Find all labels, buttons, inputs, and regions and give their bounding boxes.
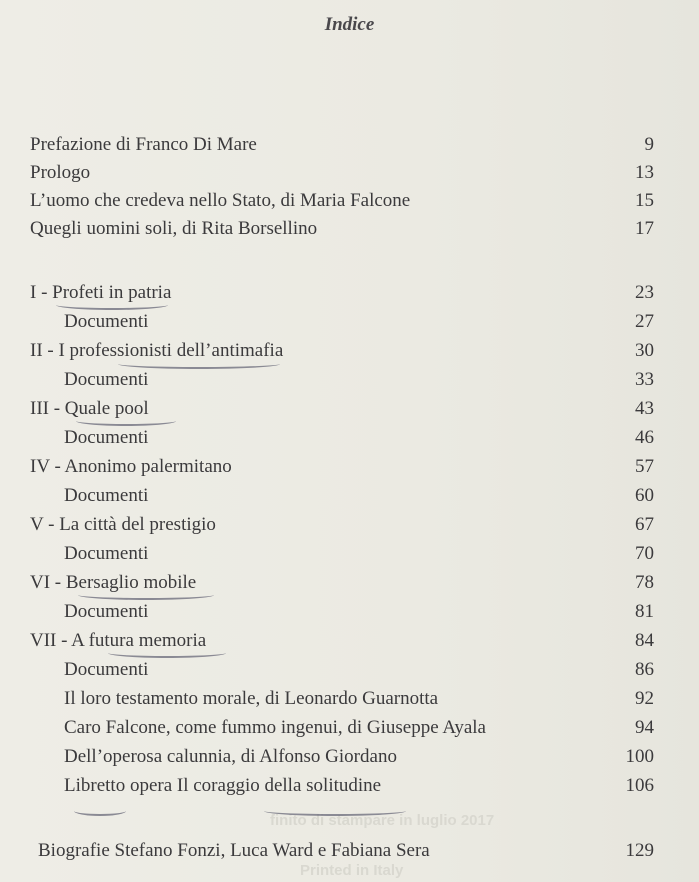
toc-entry-label: Documenti: [64, 659, 149, 680]
toc-entry-label: Documenti: [64, 427, 149, 448]
toc-closing-entry: [0, 838, 699, 864]
toc-entry-page: 27: [635, 311, 654, 332]
pencil-underline: [56, 300, 168, 310]
toc-entry-page: 60: [635, 485, 654, 506]
toc-subentry: [0, 657, 699, 683]
toc-entry-page: 84: [635, 630, 654, 651]
pencil-underline: [78, 590, 214, 600]
toc-entry: [0, 216, 699, 242]
toc-subentry: [0, 367, 699, 393]
toc-entry-page: 81: [635, 601, 654, 622]
pencil-underline: [118, 359, 280, 369]
toc-chapter: [0, 628, 699, 654]
toc-entry-label: Dell’operosa calunnia, di Alfonso Giordano: [64, 746, 397, 767]
toc-entry-label: II - I professionisti dell’antimafia: [30, 340, 284, 361]
toc-entry-page: 67: [635, 514, 654, 535]
pencil-underline: [264, 806, 406, 816]
toc-entry: [0, 132, 699, 158]
toc-chapter: [0, 338, 699, 364]
toc-entry-label: Documenti: [64, 543, 149, 564]
toc-entry-label: Documenti: [64, 485, 149, 506]
toc-entry-page: 46: [635, 427, 654, 448]
toc-subentry: [0, 309, 699, 335]
toc-subentry: [0, 715, 699, 741]
toc-entry-label: Documenti: [64, 311, 149, 332]
toc-entry: [0, 188, 699, 214]
toc-subentry: [0, 425, 699, 451]
toc-entry-label: V - La città del prestigio: [30, 514, 216, 535]
toc-entry-page: 30: [635, 340, 654, 361]
toc-entry-page: 17: [635, 218, 654, 239]
toc-entry-page: 129: [625, 840, 654, 861]
toc-subentry: [0, 599, 699, 625]
toc-entry-page: 33: [635, 369, 654, 390]
toc-entry-label: Prologo: [30, 162, 91, 183]
toc-entry-label: Quegli uomini soli, di Rita Borsellino: [30, 218, 318, 239]
toc-entry-page: 57: [635, 456, 654, 477]
toc-entry-label: I - Profeti in patria: [30, 282, 172, 303]
toc-entry-label: IV - Anonimo palermitano: [30, 456, 232, 477]
toc-entry-page: 92: [635, 688, 654, 709]
toc-chapter: [0, 454, 699, 480]
toc-entry-label: Caro Falcone, come fummo ingenui, di Giuseppe Ayala: [64, 717, 486, 738]
toc-subentry: [0, 541, 699, 567]
pencil-underline: [74, 806, 126, 816]
toc-entry-label: Il loro testamento morale, di Leonardo Guarnotta: [64, 688, 439, 709]
toc-entry-label: III - Quale pool: [30, 398, 149, 419]
bleed-through-line-1: finito di stampare in luglio 2017: [270, 812, 495, 829]
toc-chapter: [0, 512, 699, 538]
toc-subentry: [0, 773, 699, 799]
toc-entry-label: Biografie Stefano Fonzi, Luca Ward e Fabiana Sera: [38, 840, 430, 861]
toc-entry-label: L’uomo che credeva nello Stato, di Maria Falcone: [30, 190, 411, 211]
toc-subentry: [0, 686, 699, 712]
toc-entry-label: Documenti: [64, 369, 149, 390]
toc-entry-page: 86: [635, 659, 654, 680]
toc-entry-page: 78: [635, 572, 654, 593]
toc-entry-label: Libretto opera Il coraggio della solitudine: [64, 775, 382, 796]
toc-entry-page: 13: [635, 162, 654, 183]
pencil-underline: [108, 648, 226, 658]
toc-entry-page: 70: [635, 543, 654, 564]
toc-entry-page: 100: [625, 746, 654, 767]
toc-entry-page: 94: [635, 717, 654, 738]
toc-subentry: [0, 483, 699, 509]
toc-entry-page: 9: [644, 134, 654, 155]
toc-entry-page: 15: [635, 190, 654, 211]
toc-entry-page: 106: [625, 775, 654, 796]
toc-entry-page: 43: [635, 398, 654, 419]
toc-entry-label: VII - A futura memoria: [30, 630, 207, 651]
toc-entry-page: 23: [635, 282, 654, 303]
toc-entry-label: Documenti: [64, 601, 149, 622]
page-title: Indice: [324, 14, 375, 35]
toc-entry-label: VI - Bersaglio mobile: [30, 572, 197, 593]
bleed-through-line-2: Printed in Italy: [300, 862, 404, 879]
toc-subentry: [0, 744, 699, 770]
pencil-underline: [76, 416, 176, 426]
toc-entry-label: Prefazione di Franco Di Mare: [30, 134, 257, 155]
toc-entry: [0, 160, 699, 186]
